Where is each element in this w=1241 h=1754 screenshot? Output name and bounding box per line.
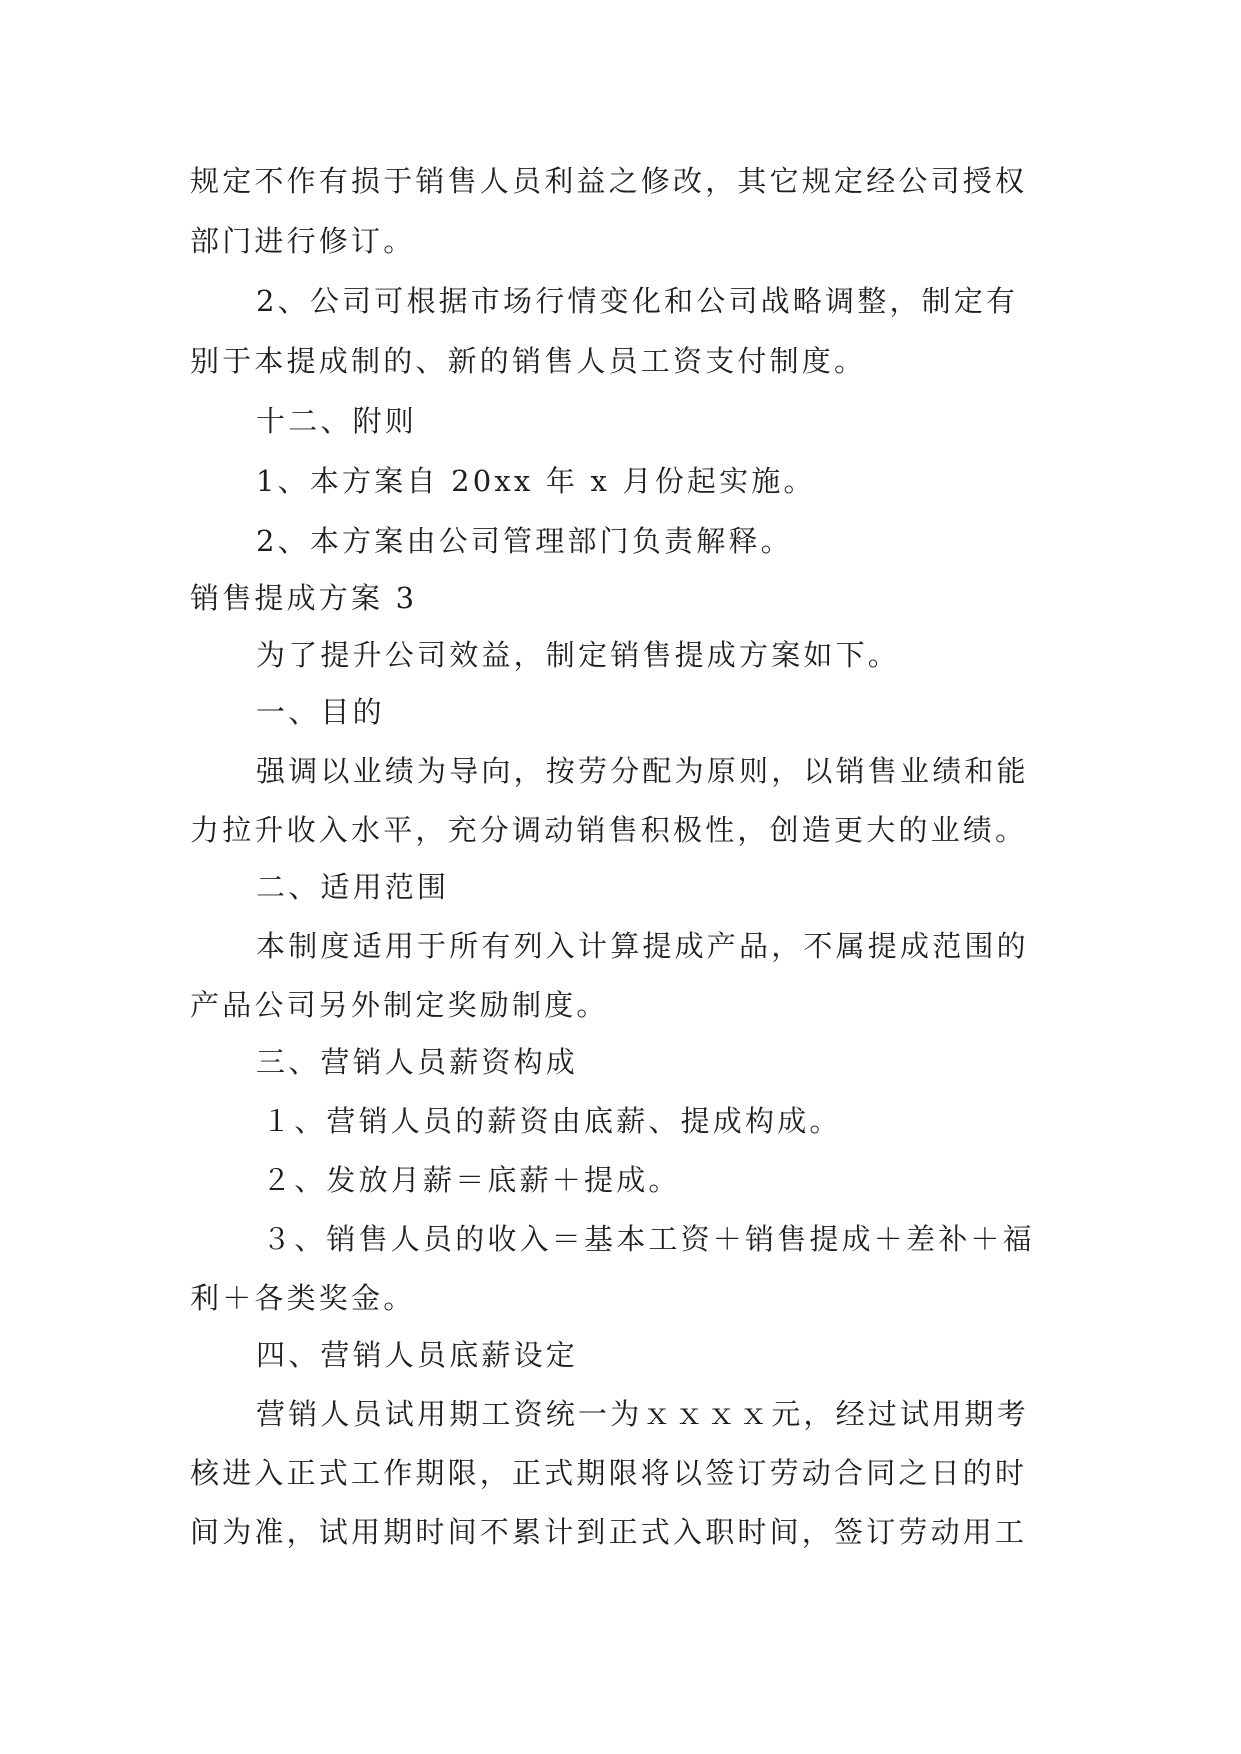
paragraph-line: 别于本提成制的、新的销售人员工资支付制度。 — [190, 344, 867, 378]
paragraph-line: 为了提升公司效益，制定销售提成方案如下。 — [256, 638, 901, 672]
paragraph-line: 强调以业绩为导向，按劳分配为原则，以销售业绩和能 — [256, 754, 1029, 788]
paragraph-line: 规定不作有损于销售人员利益之修改，其它规定经公司授权 — [190, 164, 1028, 198]
paragraph-line: ３、销售人员的收入＝基本工资＋销售提成＋差补＋福 — [262, 1222, 1035, 1256]
paragraph-line: １、营销人员的薪资由底薪、提成构成。 — [262, 1104, 842, 1138]
paragraph-line: ２、发放月薪＝底薪＋提成。 — [262, 1163, 681, 1197]
document-title: 销售提成方案 3 — [190, 581, 418, 615]
section-heading: 十二、附则 — [256, 404, 418, 438]
paragraph-line: 本制度适用于所有列入计算提成产品，不属提成范围的 — [256, 929, 1029, 963]
paragraph-line: 部门进行修订。 — [190, 224, 416, 258]
section-heading: 一、目的 — [256, 695, 385, 729]
section-heading: 三、营销人员薪资构成 — [256, 1045, 579, 1079]
paragraph-line: 利＋各类奖金。 — [190, 1281, 416, 1315]
paragraph-line: 间为准，试用期时间不累计到正式入职时间，签订劳动用工 — [190, 1515, 1028, 1549]
section-heading: 四、营销人员底薪设定 — [256, 1338, 579, 1372]
section-heading: 二、适用范围 — [256, 870, 450, 904]
paragraph-line: 1、本方案自 20xx 年 x 月份起实施。 — [256, 464, 816, 498]
paragraph-line: 产品公司另外制定奖励制度。 — [190, 988, 609, 1022]
paragraph-line: 2、公司可根据市场行情变化和公司战略调整，制定有 — [256, 284, 1019, 318]
paragraph-line: 2、本方案由公司管理部门负责解释。 — [256, 524, 793, 558]
paragraph-line: 核进入正式工作期限，正式期限将以签订劳动合同之日的时 — [190, 1456, 1028, 1490]
paragraph-line: 营销人员试用期工资统一为ｘｘｘｘ元，经过试用期考 — [256, 1397, 1029, 1431]
paragraph-line: 力拉升收入水平，充分调动销售积极性，创造更大的业绩。 — [190, 813, 1028, 847]
